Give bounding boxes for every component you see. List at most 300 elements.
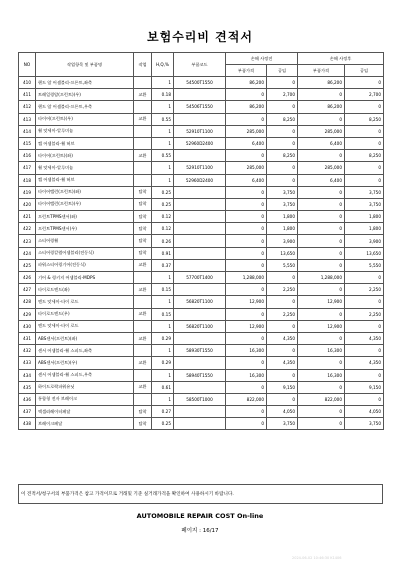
row-hqty: 0.29 (152, 357, 174, 369)
row-code: 52910T1100 (174, 125, 226, 137)
row-item: ABS센서(프런트)(좌) (36, 332, 134, 344)
row-before-labor: 1,800 (267, 223, 298, 235)
row-after-labor: 0 (345, 174, 384, 186)
row-before-labor: 9,150 (267, 381, 298, 393)
table-row (19, 137, 384, 149)
row-code: 58940T1550 (174, 369, 226, 381)
row-work (134, 125, 152, 137)
row-no: 411 (19, 89, 36, 101)
header-work: 작업 (134, 53, 152, 77)
row-code: 57700T1400 (174, 272, 226, 284)
row-work: 교환 (134, 150, 152, 162)
row-no: 420 (19, 198, 36, 210)
row-before-labor: 2,250 (267, 284, 298, 296)
row-before-labor: 3,750 (267, 186, 298, 198)
row-code: 52960D2400 (174, 174, 226, 186)
row-item: 브레이크페달 (36, 418, 134, 430)
row-no: 436 (19, 393, 36, 405)
row-code (174, 357, 226, 369)
row-after-labor: 2,250 (345, 284, 384, 296)
row-before-parts: 285,000 (226, 125, 267, 137)
row-work: 탈착 (134, 235, 152, 247)
table-row (19, 174, 384, 186)
row-no: 418 (19, 174, 36, 186)
row-work (134, 162, 152, 174)
row-hqty: 1 (152, 77, 174, 89)
row-work: 교환 (134, 284, 152, 296)
row-code (174, 308, 226, 320)
row-item: 타이어(프런트)(우) (36, 113, 134, 125)
header-code: 부품코드 (174, 53, 226, 77)
row-after-parts: 0 (298, 113, 345, 125)
row-after-parts: 822,000 (298, 393, 345, 405)
table-row (19, 259, 384, 271)
row-before-labor: 0 (267, 77, 298, 89)
print-stamp: 2024-06-02 10:46:30 K1406 (292, 556, 342, 560)
row-work: 교환 (134, 113, 152, 125)
row-work: 탈착 (134, 186, 152, 198)
row-work (134, 393, 152, 405)
row-work: 교환 (134, 308, 152, 320)
row-after-parts: 86,200 (298, 77, 345, 89)
row-after-labor: 0 (345, 137, 384, 149)
row-before-labor: 3,900 (267, 235, 298, 247)
row-no: 419 (19, 186, 36, 198)
row-code (174, 223, 226, 235)
row-item: 프런트TPMS센서(좌) (36, 211, 134, 223)
row-before-labor: 0 (267, 320, 298, 332)
row-item: 타이어밸런(프런트)(우) (36, 198, 134, 210)
page-number: 페이지 : 16/17 (181, 528, 219, 534)
row-item: 휠 앗세이-알루미늄 (36, 162, 134, 174)
row-code (174, 284, 226, 296)
row-after-labor: 13,650 (345, 247, 384, 259)
row-before-parts: 0 (226, 418, 267, 430)
row-item: 헨드 암 어셈블리-프론트,우측 (36, 101, 134, 113)
table-row (19, 162, 384, 174)
row-before-labor: 3,750 (267, 198, 298, 210)
row-before-parts: 6,400 (226, 174, 267, 186)
row-no: 412 (19, 101, 36, 113)
row-before-labor: 2,250 (267, 308, 298, 320)
row-before-parts: 0 (226, 332, 267, 344)
row-hqty: 0.26 (152, 235, 174, 247)
row-after-parts: 6,400 (298, 174, 345, 186)
row-after-labor: 0 (345, 101, 384, 113)
row-no: 438 (19, 418, 36, 430)
row-before-labor: 3,750 (267, 418, 298, 430)
row-item: 통합형 전자 브레이크 (36, 393, 134, 405)
row-hqty: 0.12 (152, 211, 174, 223)
row-no: 414 (19, 125, 36, 137)
row-hqty: 1 (152, 320, 174, 332)
row-item: 하이드로락파워유닛 (36, 381, 134, 393)
row-before-parts: 1,288,000 (226, 272, 267, 284)
row-no: 416 (19, 150, 36, 162)
row-before-parts: 0 (226, 186, 267, 198)
header-after: 손해 사정후 (298, 53, 384, 65)
table-row (19, 101, 384, 113)
row-item: 엔드 앗세이-타이 로드 (36, 296, 134, 308)
row-before-labor: 4,350 (267, 357, 298, 369)
row-item: 기어 & 링키지 어셈블리-MDPS (36, 272, 134, 284)
row-before-labor: 0 (267, 125, 298, 137)
row-before-parts: 0 (226, 247, 267, 259)
row-hqty: 1 (152, 125, 174, 137)
row-after-labor: 0 (345, 296, 384, 308)
row-before-parts: 86,200 (226, 77, 267, 89)
row-no: 428 (19, 296, 36, 308)
row-before-labor: 13,650 (267, 247, 298, 259)
row-item: 스티어링칼럼어셈블리(전동식) (36, 247, 134, 259)
row-work (134, 345, 152, 357)
row-code: 56820T1100 (174, 296, 226, 308)
row-item: 헨드 암 어셈블리-프론트,좌측 (36, 77, 134, 89)
row-after-parts: 0 (298, 186, 345, 198)
row-code: 56820T1100 (174, 320, 226, 332)
row-before-parts: 6,400 (226, 137, 267, 149)
row-hqty: 1 (152, 272, 174, 284)
row-before-labor: 0 (267, 296, 298, 308)
row-work: 탈착 (134, 211, 152, 223)
row-no: 425 (19, 259, 36, 271)
row-no: 437 (19, 406, 36, 418)
row-after-labor: 0 (345, 393, 384, 405)
row-code (174, 259, 226, 271)
row-no: 430 (19, 320, 36, 332)
row-code (174, 406, 226, 418)
row-after-parts: 0 (298, 235, 345, 247)
table-row (19, 296, 384, 308)
row-after-labor: 8,250 (345, 113, 384, 125)
row-after-labor: 3,750 (345, 186, 384, 198)
table-row (19, 113, 384, 125)
header-hqty: H,Q,% (152, 53, 174, 77)
row-after-parts: 0 (298, 89, 345, 101)
row-before-parts: 0 (226, 211, 267, 223)
table-row (19, 308, 384, 320)
header-before-parts: 부품가격 (226, 65, 267, 77)
row-after-labor: 3,750 (345, 418, 384, 430)
row-before-labor: 0 (267, 101, 298, 113)
row-hqty: 0.29 (152, 332, 174, 344)
row-before-parts: 12,900 (226, 296, 267, 308)
row-item: 스티어링휠 (36, 235, 134, 247)
header-row-1 (19, 53, 384, 65)
header-after-parts: 부품가격 (298, 65, 345, 77)
row-after-labor: 0 (345, 162, 384, 174)
row-after-parts: 0 (298, 357, 345, 369)
row-hqty: 0.15 (152, 284, 174, 296)
row-code: 52960D2400 (174, 137, 226, 149)
row-before-parts: 0 (226, 150, 267, 162)
table-row (19, 406, 384, 418)
row-before-labor: 4,350 (267, 332, 298, 344)
row-before-labor: 0 (267, 345, 298, 357)
row-after-parts: 12,900 (298, 320, 345, 332)
table-row (19, 393, 384, 405)
row-after-parts: 0 (298, 198, 345, 210)
row-hqty: 0.55 (152, 113, 174, 125)
row-before-parts: 0 (226, 357, 267, 369)
row-hqty: 1 (152, 162, 174, 174)
row-work: 탈착 (134, 198, 152, 210)
row-hqty: 1 (152, 137, 174, 149)
row-after-labor: 0 (345, 320, 384, 332)
row-code: 54506T1550 (174, 101, 226, 113)
row-before-parts: 0 (226, 308, 267, 320)
row-work (134, 77, 152, 89)
row-before-labor: 0 (267, 393, 298, 405)
row-work: 교환 (134, 89, 152, 101)
table-row (19, 418, 384, 430)
table-row (19, 272, 384, 284)
row-before-labor: 0 (267, 174, 298, 186)
row-before-parts: 12,900 (226, 320, 267, 332)
row-work: 교환 (134, 259, 152, 271)
row-work: 탈착 (134, 418, 152, 430)
row-before-labor: 5,550 (267, 259, 298, 271)
row-before-parts: 285,000 (226, 162, 267, 174)
row-after-labor: 4,350 (345, 357, 384, 369)
row-hqty: 0.55 (152, 150, 174, 162)
row-before-labor: 8,250 (267, 113, 298, 125)
row-work: 탈착 (134, 247, 152, 259)
footer-title: AUTOMOBILE REPAIR COST On-line (136, 512, 264, 520)
row-work: 탈착 (134, 406, 152, 418)
row-item: 프런트TPMS센서(우) (36, 223, 134, 235)
row-code (174, 235, 226, 247)
header-no: NO (19, 53, 36, 77)
row-before-parts: 0 (226, 89, 267, 101)
row-before-labor: 0 (267, 369, 298, 381)
row-item: 휠 앗세이-알루미늄 (36, 125, 134, 137)
row-after-parts: 0 (298, 259, 345, 271)
row-no: 424 (19, 247, 36, 259)
estimate-table (18, 52, 384, 430)
row-after-labor: 0 (345, 345, 384, 357)
row-code: 52910T1100 (174, 162, 226, 174)
row-code (174, 418, 226, 430)
row-after-labor: 3,900 (345, 235, 384, 247)
row-before-labor: 1,800 (267, 211, 298, 223)
row-no: 422 (19, 223, 36, 235)
row-hqty: 1 (152, 393, 174, 405)
row-after-parts: 0 (298, 381, 345, 393)
row-no: 431 (19, 332, 36, 344)
row-code (174, 381, 226, 393)
row-no: 435 (19, 381, 36, 393)
header-after-labor: 공임 (345, 65, 384, 77)
row-hqty: 0.25 (152, 186, 174, 198)
row-after-labor: 5,550 (345, 259, 384, 271)
row-after-parts: 16,300 (298, 345, 345, 357)
row-before-labor: 0 (267, 137, 298, 149)
table-row (19, 381, 384, 393)
row-before-parts: 0 (226, 235, 267, 247)
row-work (134, 369, 152, 381)
row-work (134, 137, 152, 149)
row-item: 센서 어셈블리-휠 스피드,우측 (36, 369, 134, 381)
row-code: 54500T1550 (174, 77, 226, 89)
row-after-parts: 12,900 (298, 296, 345, 308)
row-after-labor: 0 (345, 369, 384, 381)
row-after-parts: 0 (298, 247, 345, 259)
row-work: 교환 (134, 332, 152, 344)
row-after-parts: 0 (298, 308, 345, 320)
row-hqty: 0.25 (152, 418, 174, 430)
row-no: 421 (19, 211, 36, 223)
row-before-labor: 0 (267, 272, 298, 284)
row-code (174, 186, 226, 198)
row-item: 센서 어셈블리-휠 스피드,좌측 (36, 345, 134, 357)
row-after-parts: 285,000 (298, 125, 345, 137)
row-after-labor: 8,250 (345, 150, 384, 162)
row-code (174, 247, 226, 259)
row-after-labor: 2,700 (345, 89, 384, 101)
row-hqty: 0.18 (152, 89, 174, 101)
row-after-parts: 0 (298, 284, 345, 296)
row-before-labor: 4,050 (267, 406, 298, 418)
table-row (19, 320, 384, 332)
row-item: 엔드 앗세이-타이 로드 (36, 320, 134, 332)
row-after-parts: 1,288,000 (298, 272, 345, 284)
document-title: 보험수리비 견적서 (147, 30, 253, 44)
row-work (134, 272, 152, 284)
row-item: 파워스티어링기어(전동식) (36, 259, 134, 271)
row-after-parts: 0 (298, 223, 345, 235)
table-row (19, 369, 384, 381)
row-item: 액셀러레이터페달 (36, 406, 134, 418)
row-no: 415 (19, 137, 36, 149)
row-code (174, 211, 226, 223)
row-before-parts: 0 (226, 223, 267, 235)
row-item: 타이로드엔드(좌) (36, 284, 134, 296)
row-work: 교환 (134, 381, 152, 393)
row-work (134, 296, 152, 308)
table-row (19, 186, 384, 198)
table-row (19, 198, 384, 210)
row-item: 캡 어셈블리-휠 허브 (36, 137, 134, 149)
row-hqty: 0.12 (152, 223, 174, 235)
row-no: 413 (19, 113, 36, 125)
row-code (174, 332, 226, 344)
row-work (134, 320, 152, 332)
row-work (134, 174, 152, 186)
row-after-parts: 6,400 (298, 137, 345, 149)
row-after-parts: 0 (298, 332, 345, 344)
row-after-parts: 0 (298, 406, 345, 418)
row-before-parts: 16,300 (226, 345, 267, 357)
row-no: 429 (19, 308, 36, 320)
row-before-parts: 0 (226, 284, 267, 296)
row-after-labor: 1,800 (345, 223, 384, 235)
row-hqty: 0.61 (152, 381, 174, 393)
row-before-parts: 16,300 (226, 369, 267, 381)
row-item: ABS센서(프런트)(우) (36, 357, 134, 369)
row-after-labor: 0 (345, 125, 384, 137)
row-item: 타이로드엔드(우) (36, 308, 134, 320)
row-before-labor: 2,700 (267, 89, 298, 101)
row-hqty: 1 (152, 174, 174, 186)
header-item: 작업항목 및 부품명 (36, 53, 134, 77)
row-no: 423 (19, 235, 36, 247)
row-item: 타이어밸런(프런트)(좌) (36, 186, 134, 198)
row-hqty: 1 (152, 101, 174, 113)
row-after-labor: 0 (345, 272, 384, 284)
row-after-labor: 2,250 (345, 308, 384, 320)
table-row (19, 345, 384, 357)
row-no: 434 (19, 369, 36, 381)
table-row (19, 247, 384, 259)
table-row (19, 211, 384, 223)
row-after-labor: 4,350 (345, 332, 384, 344)
row-after-parts: 86,200 (298, 101, 345, 113)
row-after-parts: 285,000 (298, 162, 345, 174)
row-code (174, 150, 226, 162)
row-code (174, 113, 226, 125)
row-hqty: 0.15 (152, 308, 174, 320)
row-no: 426 (19, 272, 36, 284)
disclaimer-note: 이 견적서/청구서의 부품가격은 참고 가격이므로 거래및 기준 실거래가격을 확인하여 사용하시기 바랍니다. (18, 484, 383, 504)
row-hqty: 0.27 (152, 406, 174, 418)
header-before-labor: 공임 (267, 65, 298, 77)
table-row (19, 223, 384, 235)
row-after-labor: 9,150 (345, 381, 384, 393)
row-item: 트레일링암(프런트)(우) (36, 89, 134, 101)
row-no: 432 (19, 345, 36, 357)
row-after-parts: 0 (298, 418, 345, 430)
row-after-labor: 1,800 (345, 211, 384, 223)
table-row (19, 235, 384, 247)
row-after-labor: 4,050 (345, 406, 384, 418)
row-code: 58930T1550 (174, 345, 226, 357)
row-before-labor: 0 (267, 162, 298, 174)
row-after-parts: 16,300 (298, 369, 345, 381)
row-code (174, 198, 226, 210)
table-row (19, 284, 384, 296)
row-after-parts: 0 (298, 150, 345, 162)
row-no: 427 (19, 284, 36, 296)
row-before-parts: 0 (226, 406, 267, 418)
row-before-parts: 0 (226, 113, 267, 125)
header-before: 손해 사정전 (226, 53, 298, 65)
row-no: 417 (19, 162, 36, 174)
row-hqty: 1 (152, 345, 174, 357)
row-after-labor: 0 (345, 77, 384, 89)
table-row (19, 357, 384, 369)
row-no: 410 (19, 77, 36, 89)
row-item: 캡 어셈블리-휠 허브 (36, 174, 134, 186)
row-hqty: 1 (152, 296, 174, 308)
row-before-parts: 822,000 (226, 393, 267, 405)
table-row (19, 125, 384, 137)
row-after-labor: 3,750 (345, 198, 384, 210)
row-work: 탈착 (134, 223, 152, 235)
row-before-parts: 0 (226, 381, 267, 393)
row-no: 433 (19, 357, 36, 369)
row-hqty: 0.25 (152, 198, 174, 210)
row-hqty: 1 (152, 369, 174, 381)
row-code (174, 89, 226, 101)
row-work: 교환 (134, 357, 152, 369)
row-item: 타이어(프런트)(좌) (36, 150, 134, 162)
row-work (134, 101, 152, 113)
table-row (19, 150, 384, 162)
row-code: 58500T1000 (174, 393, 226, 405)
table-row (19, 332, 384, 344)
row-after-parts: 0 (298, 211, 345, 223)
